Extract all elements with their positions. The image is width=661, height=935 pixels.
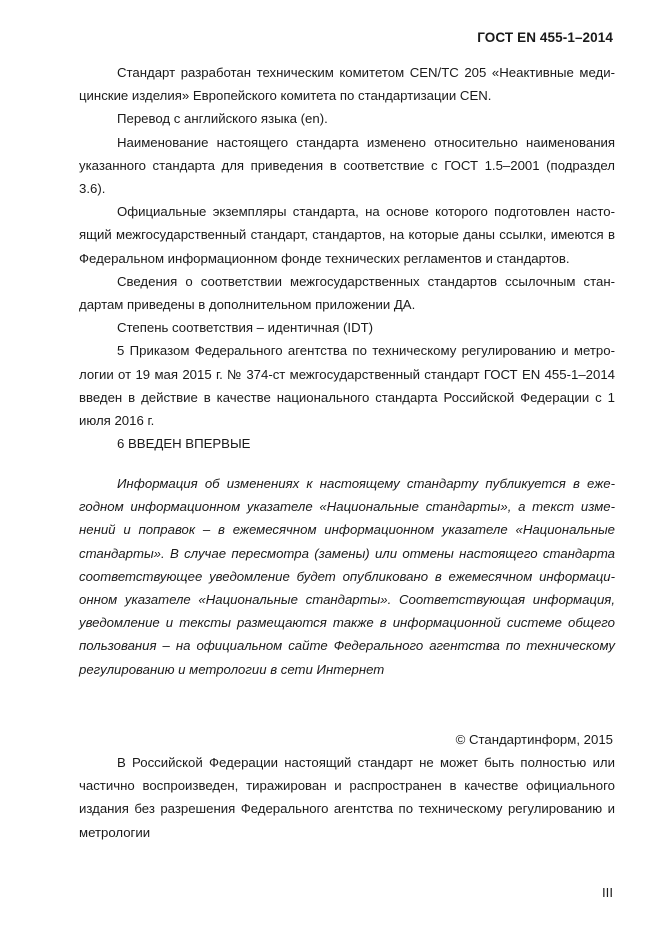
paragraph-conformity-info: Сведения о соответствии межгосударственных стандартов ссылочным стан-дартам приведены в дополнительном приложении ДА. [79,273,615,313]
paragraph-name-change: Наименование настоящего стандарта изменено относительно наименования указанного стандарта для приведения в соответствие с ГОСТ 1.5–2001 (подраздел 3.6). [79,134,615,197]
standard-code-header: ГОСТ EN 455-1–2014 [477,30,613,45]
preface-body [79,61,615,455]
reproduction-rights-text: В Российской Федерации настоящий стандарт не может быть полностью или частично воспроизведен, тиражирован и распространен в качестве официального издания без разрешения Федерального агентства по техническому регулированию и метрологии [79,755,615,840]
paragraph-translation: Перевод с английского языка (en). [117,111,328,127]
paragraph-developer: Стандарт разработан техническим комитетом CEN/TC 205 «Неактивные меди-цинские изделия» Европейского комитета по стандартизации CEN. [79,65,615,104]
reproduction-rights [79,751,615,844]
paragraph-introduced-first: 6 ВВЕДЕН ВПЕРВЫЕ [117,436,251,452]
paragraph-degree-of-conformity: Степень соответствия – идентичная (IDT) [117,320,374,336]
changes-notice-text: Информация об изменениях к настоящему стандарту публикуется в еже-годном информационном указателе «Национальные стандарты», а текст изме-нений и поправок – в ежемесячном информационном указателе «Национальные стандарты». В случае пересмотра (замены) или отмены настоящего стандарта соответствующее уведомление будет опубликовано в ежемесячном информаци-онном указателе «Национальные стандарты». Соответствующая информация, уведомление и тексты размещаются также в информационной системе общего пользования – на официальном сайте Федерального агентства по техническому регулированию и метрологии в сети Интернет [79,476,615,677]
paragraph-order: 5 Приказом Федерального агентства по техническому регулированию и метро-логии от 19 мая 2015 г. № 374-ст межгосударственный стандарт ГОСТ EN 455-1–2014 введен в действие в качестве национального стандарта Российской Федерации с 1 июля 2016 г. [79,343,615,429]
paragraph-official-copies: Официальные экземпляры стандарта, на основе которого подготовлен насто-ящий межгосударственный стандарт, стандартов, на которые даны ссылки, имеются в Федеральном информационном фонде технических регламентов и стандартов. [79,204,615,266]
copyright-line: © Стандартинформ, 2015 [455,732,613,747]
page-number: III [602,885,613,900]
changes-notice [79,472,615,681]
